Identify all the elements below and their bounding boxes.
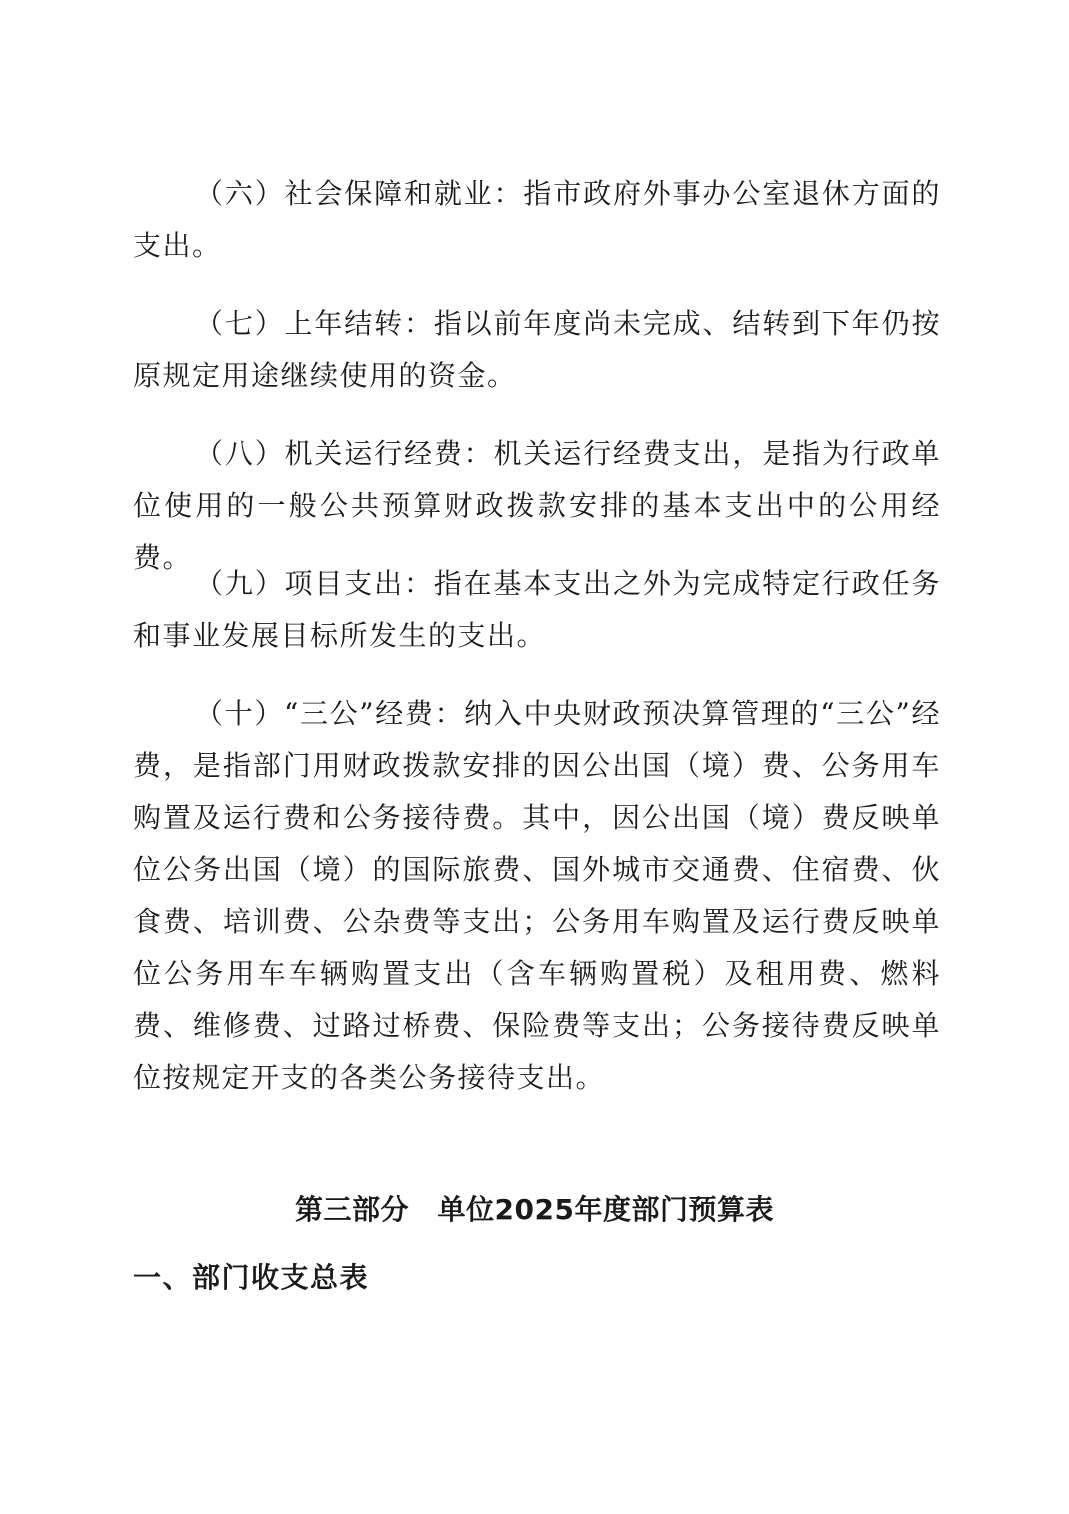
paragraph-operating-expenses: （八）机关运行经费：机关运行经费支出，是指为行政单位使用的一般公共预算财政拨款安排的基本支出中的公用经费。 [133,437,941,574]
subsection-heading: 一、部门收支总表 [133,1261,370,1294]
paragraph-prior-year-carryover: （七）上年结转：指以前年度尚未完成、结转到下年仍按原规定用途继续使用的资金。 [133,307,941,392]
paragraph-three-public-expenses: （十）“三公”经费：纳入中央财政预决算管理的“三公”经费，是指部门用财政拨款安排的因公出国（境）费、公务用车购置及运行费和公务接待费。其中，因公出国（境）费反映单位公务出国（境）的国际旅费、国外城市交通费、住宿费、伙食费、培训费、公杂费等支出；公务用车购置及运行费反映单位公务用车车辆购置支出（含车辆购置税）及租用费、燃料费、维修费、过路过桥费、保险费等支出；公务接待费反映单位按规定开支的各类公务接待支出。 [133,697,941,1094]
section-heading: 第三部分 单位2025年度部门预算表 [295,1193,774,1226]
paragraph-social-security: （六）社会保障和就业：指市政府外事办公室退休方面的支出。 [133,177,941,262]
paragraph-project-expenditure: （九）项目支出：指在基本支出之外为完成特定行政任务和事业发展目标所发生的支出。 [133,567,941,652]
